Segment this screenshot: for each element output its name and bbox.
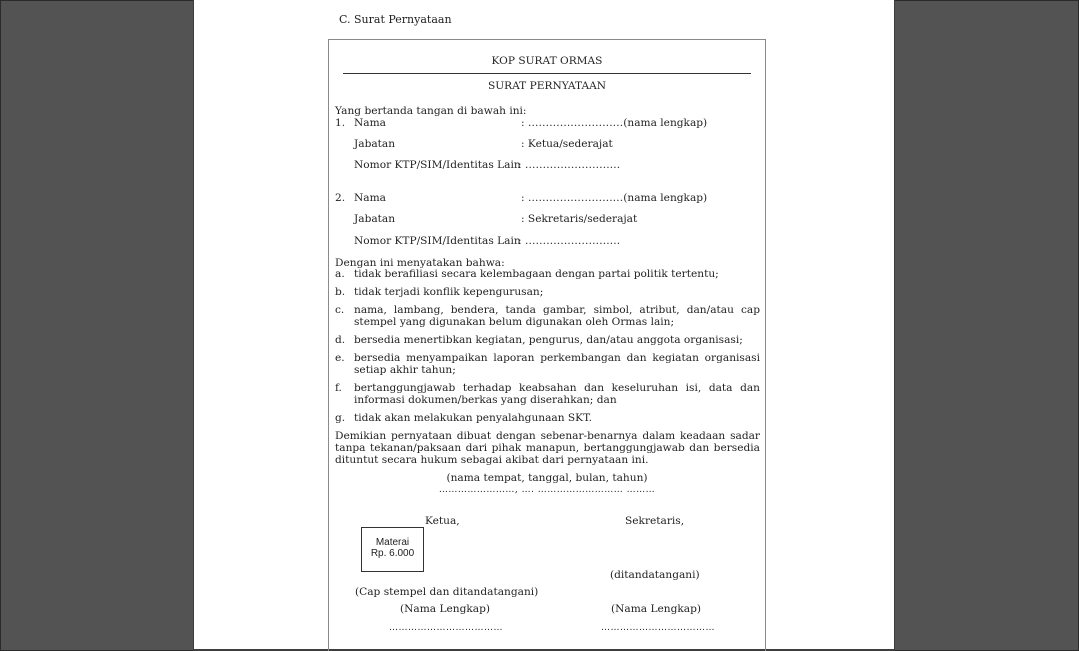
item-letter: a. xyxy=(335,268,345,280)
item-line: stempel yang digunakan belum digunakan oleh Ormas lain; xyxy=(354,316,675,328)
person2-nomor-label: Nomor KTP/SIM/Identitas Lain xyxy=(354,235,521,247)
place-date-label: (nama tempat, tanggal, bulan, tahun) xyxy=(446,472,648,484)
person1-nama-label: Nama xyxy=(354,117,386,129)
item-line: informasi dokumen/berkas yang diserahkan; dan xyxy=(354,394,617,406)
person2-jabatan-label: Jabatan xyxy=(354,213,396,225)
item-line: setiap akhir tahun; xyxy=(354,364,456,376)
item-line: bersedia menertibkan kegiatan, pengurus, dan/atau anggota organisasi; xyxy=(354,334,743,346)
sekretaris-signature-note: (ditandatangani) xyxy=(610,569,700,581)
item-letter: b. xyxy=(335,286,346,298)
item-letter: d. xyxy=(335,334,346,346)
letterhead-title: KOP SURAT ORMAS xyxy=(491,55,603,67)
materai-stamp-box xyxy=(361,527,424,572)
place-date-dots: ……………………, …. ……………………… ……… xyxy=(438,485,656,495)
intro-text: Yang bertanda tangan di bawah ini: xyxy=(335,105,527,117)
person2-nama-label: Nama xyxy=(354,192,386,204)
person1-nomor-label: Nomor KTP/SIM/Identitas Lain xyxy=(354,159,521,171)
item-letter: g. xyxy=(335,412,346,424)
ketua-signature-dots: ……………………………… xyxy=(389,623,503,633)
closing-line: Demikian pernyataan dibuat dengan sebenar-benarnya dalam keadaan sadar xyxy=(335,430,760,442)
person1-jabatan-value: : Ketua/sederajat xyxy=(521,138,613,150)
item-line: bertanggungjawab terhadap keabsahan dan keseluruhan isi, data dan xyxy=(354,382,760,394)
person1-number: 1. xyxy=(335,117,346,129)
item-line: bersedia menyampaikan laporan perkembangan dan kegiatan organisasi xyxy=(354,352,760,364)
item-letter: e. xyxy=(335,352,345,364)
item-line: tidak berafiliasi secara kelembagaan dengan partai politik tertentu; xyxy=(354,268,719,280)
sekretaris-label: Sekretaris, xyxy=(625,515,685,527)
person2-jabatan-value: : Sekretaris/sederajat xyxy=(521,213,638,225)
closing-line: tanpa tekanan/paksaan dari pihak manapun, bertanggungjawab dan bersedia xyxy=(335,442,760,454)
sekretaris-signature-dots: ……………………………… xyxy=(601,623,715,633)
statement-intro: Dengan ini menyatakan bahwa: xyxy=(335,257,505,269)
statement-form-box xyxy=(328,39,766,651)
ketua-stamp-note: (Cap stempel dan ditandatangani) xyxy=(355,586,539,598)
statement-title: SURAT PERNYATAAN xyxy=(487,80,607,92)
item-line: tidak terjadi konflik kepengurusan; xyxy=(354,286,544,298)
ketua-full-name: (Nama Lengkap) xyxy=(400,603,491,615)
sekretaris-full-name: (Nama Lengkap) xyxy=(611,603,702,615)
section-title: C. Surat Pernyataan xyxy=(339,13,452,26)
person2-nama-value: : ………………………(nama lengkap) xyxy=(521,192,708,204)
materai-value: Rp. 6.000 xyxy=(370,548,415,559)
closing-line: dituntut secara hukum sebagai akibat dari pernyataan ini. xyxy=(335,454,649,466)
letterhead-divider xyxy=(343,73,751,74)
item-letter: c. xyxy=(335,304,345,316)
person1-nama-value: : ………………………(nama lengkap) xyxy=(521,117,708,129)
item-line: nama, lambang, bendera, tanda gambar, simbol, atribut, dan/atau cap xyxy=(354,304,760,316)
materai-label: Materai xyxy=(375,537,410,548)
item-line: tidak akan melakukan penyalahgunaan SKT. xyxy=(354,412,592,424)
item-letter: f. xyxy=(335,382,342,394)
document-page[interactable] xyxy=(193,0,895,651)
person2-number: 2. xyxy=(335,192,346,204)
person1-jabatan-label: Jabatan xyxy=(354,138,396,150)
person2-nomor-value: : ……………………… xyxy=(518,235,621,247)
ketua-label: Ketua, xyxy=(425,515,460,527)
person1-nomor-value: : ……………………… xyxy=(518,159,621,171)
